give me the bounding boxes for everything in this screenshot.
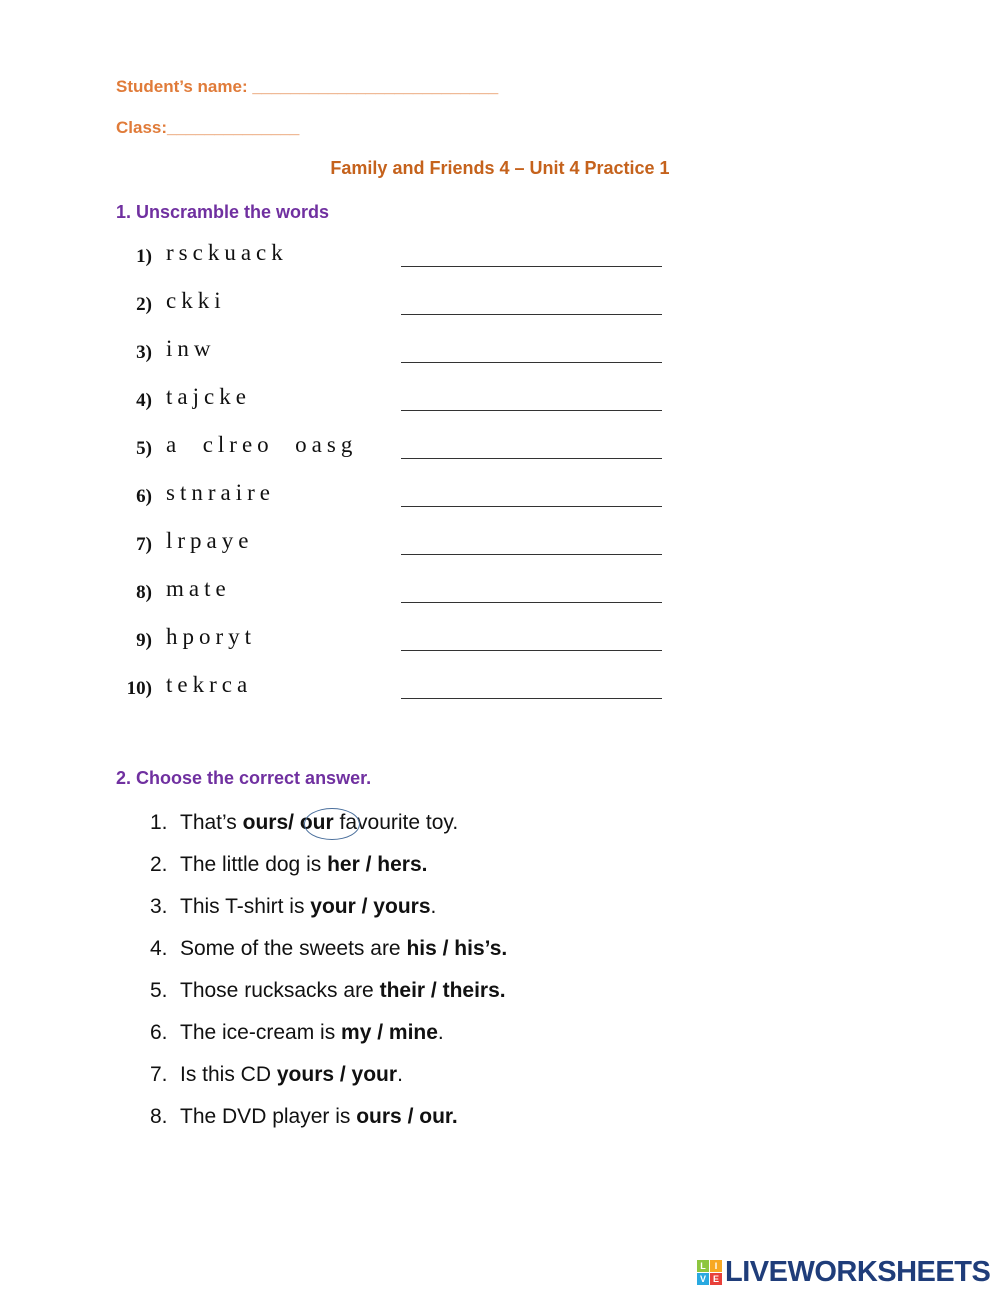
unscramble-row <box>120 288 680 332</box>
liveworksheets-logo <box>697 1256 990 1289</box>
sentence-end: . <box>397 1063 403 1086</box>
item-number: 7) <box>136 534 152 555</box>
class-field[interactable]: Class:______________ <box>116 118 300 137</box>
answer-line[interactable] <box>401 362 662 363</box>
item-number: 6. <box>150 1021 168 1044</box>
unscramble-row <box>120 576 680 620</box>
sentence-end: . <box>430 895 437 918</box>
item-number: 5. <box>150 979 168 1002</box>
unscramble-row <box>120 672 680 716</box>
scrambled-word: hporyt <box>166 624 257 649</box>
unscramble-row <box>120 432 680 476</box>
answer-line[interactable] <box>401 458 662 459</box>
item-number: 4) <box>136 390 152 411</box>
unscramble-row <box>120 384 680 428</box>
item-number: 9) <box>136 630 152 651</box>
scrambled-word: rsckuack <box>166 240 288 265</box>
item-number: 10) <box>126 678 152 699</box>
item-number: 1) <box>136 246 152 267</box>
answer-line[interactable] <box>401 602 662 603</box>
sentence-end: . <box>437 1021 444 1044</box>
item-number: 3. <box>150 895 168 918</box>
worksheet-title: Family and Friends 4 – Unit 4 Practice 1 <box>330 158 670 178</box>
scrambled-word: ckki <box>166 288 226 313</box>
sentence-start: Those rucksacks are <box>180 979 380 1002</box>
sentence-start: That’s <box>180 811 243 834</box>
sentence-start: The little dog is <box>180 853 328 876</box>
answer-line[interactable] <box>401 650 662 651</box>
answer-circle-mark <box>304 808 360 840</box>
sentence-start: The DVD player is <box>180 1105 357 1128</box>
section2-heading: 2. Choose the correct answer. <box>116 768 372 788</box>
logo-block: V <box>697 1273 709 1285</box>
answer-options[interactable]: ours / our. <box>356 1105 458 1128</box>
item-number: 2) <box>136 294 152 315</box>
item-number: 5) <box>136 438 152 459</box>
unscramble-row <box>120 528 680 572</box>
answer-line[interactable] <box>401 554 662 555</box>
answer-line[interactable] <box>401 506 662 507</box>
answer-line[interactable] <box>401 410 662 411</box>
sentence-start: This T-shirt is <box>180 895 311 918</box>
answer-line[interactable] <box>401 314 662 315</box>
answer-options[interactable]: her / hers. <box>327 853 428 876</box>
item-number: 8. <box>150 1105 168 1128</box>
logo-block: L <box>697 1260 709 1272</box>
answer-options[interactable]: my / mine <box>341 1021 438 1044</box>
answer-options[interactable]: yours / your <box>276 1063 398 1086</box>
item-number: 3) <box>136 342 152 363</box>
item-number: 4. <box>150 937 168 960</box>
scrambled-word: mate <box>166 576 231 601</box>
logo-block: E <box>710 1273 722 1285</box>
logo-text: LIVEWORKSHEETS <box>725 1256 991 1288</box>
student-name-field[interactable]: Student’s name: __________________________ <box>116 77 499 96</box>
sentence-start: The ice-cream is <box>180 1021 342 1044</box>
sentence-start: Is this CD <box>180 1063 277 1086</box>
logo-blocks-icon <box>697 1260 722 1285</box>
section1-heading: 1. Unscramble the words <box>116 202 330 222</box>
choice-item <box>150 1105 458 1129</box>
answer-line[interactable] <box>401 266 662 267</box>
item-number: 6) <box>136 486 152 507</box>
item-number: 7. <box>150 1063 168 1086</box>
unscramble-row <box>120 624 680 668</box>
choice-item <box>150 853 427 877</box>
answer-options[interactable]: his / his’s. <box>406 937 508 960</box>
unscramble-row <box>120 336 680 380</box>
answer-line[interactable] <box>401 698 662 699</box>
answer-options[interactable]: their / theirs. <box>379 979 506 1002</box>
logo-block: I <box>710 1260 722 1272</box>
scrambled-word: stnraire <box>166 480 275 505</box>
scrambled-word: a clreo oasg <box>166 432 358 457</box>
unscramble-row <box>120 480 680 524</box>
sentence-end: favourite toy. <box>339 811 459 834</box>
item-number: 8) <box>136 582 152 603</box>
answer-options[interactable]: your / yours <box>310 895 431 918</box>
scrambled-word: tekrca <box>166 672 253 697</box>
sentence-start: Some of the sweets are <box>180 937 407 960</box>
choice-item <box>150 979 506 1003</box>
scrambled-word: inw <box>166 336 216 361</box>
unscramble-row <box>120 240 680 284</box>
choice-item <box>150 1021 444 1045</box>
choice-item <box>150 1063 403 1087</box>
choice-item <box>150 937 507 961</box>
scrambled-word: tajcke <box>166 384 251 409</box>
item-number: 1. <box>150 811 168 834</box>
answer-options[interactable]: ours/ our <box>242 811 340 834</box>
item-number: 2. <box>150 853 168 876</box>
scrambled-word: lrpaye <box>166 528 254 553</box>
choice-item <box>150 895 436 919</box>
